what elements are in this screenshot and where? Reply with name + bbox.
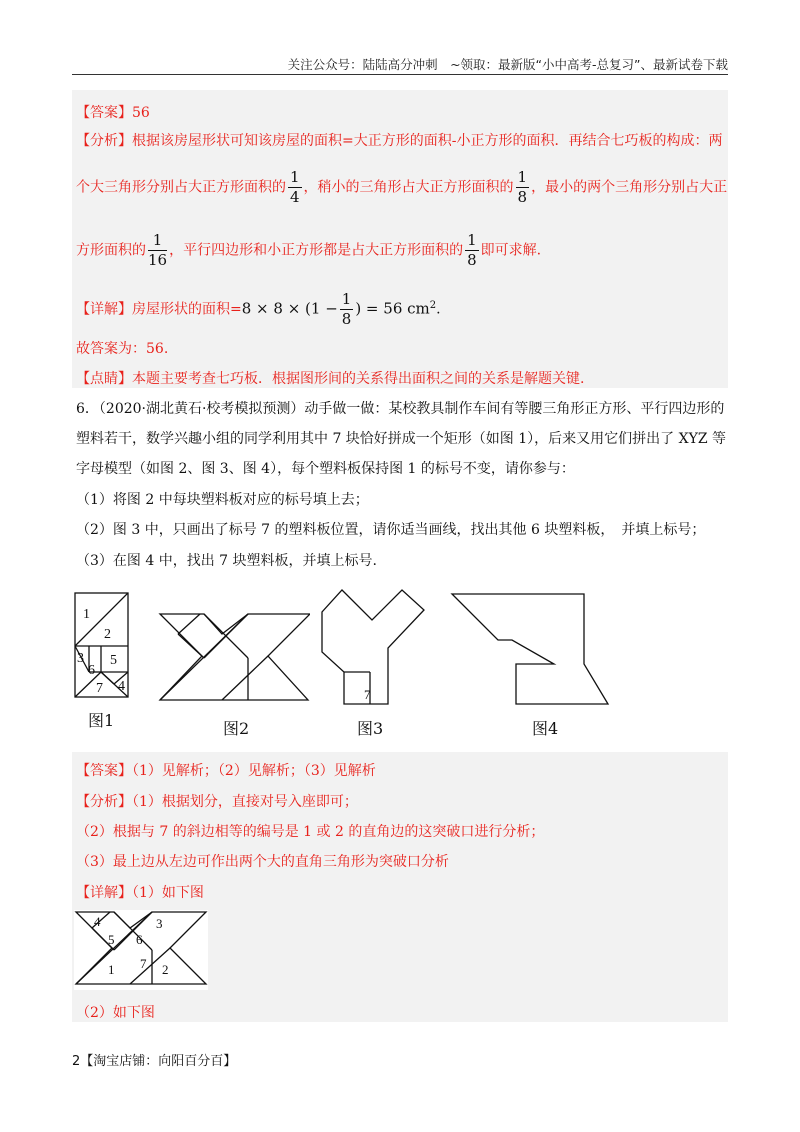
q6-line-1: 6．（2020·湖北黄石·校考模拟预测）动手做一做：某校教具制作车间有等腰三角形正方形、平行四边形的 bbox=[76, 401, 725, 417]
frac-den: 8 bbox=[517, 188, 528, 206]
q5-analysis-line-1 bbox=[76, 130, 722, 150]
analysis-text-3c: 即可求解. bbox=[480, 242, 542, 259]
fraction-one-eighth-2 bbox=[465, 233, 479, 268]
comment-text: 本题主要考查七巧板．根据图形间的关系得出面积之间的关系是解题关键. bbox=[132, 371, 585, 387]
detail-tag: 【详解】 bbox=[76, 301, 132, 318]
figure-1-tangram-rectangle bbox=[74, 592, 130, 702]
detail-number-6: 6 bbox=[136, 932, 143, 947]
q6-analysis-line-2: （2）根据与 7 的斜边相等的编号是 1 或 2 的直角边的这突破口进行分析； bbox=[76, 824, 545, 840]
detail-text: 房屋形状的面积= bbox=[132, 301, 242, 318]
page-number: 2 bbox=[72, 1054, 81, 1069]
detail-number-5: 5 bbox=[108, 932, 115, 947]
fig1-number-1: 1 bbox=[83, 607, 90, 622]
analysis-text-2c: ，最小的两个三角形分别占大正 bbox=[531, 179, 728, 196]
analysis-tag: 【分析】 bbox=[76, 133, 132, 149]
figure-3-letter-y bbox=[318, 588, 428, 706]
q6-part-1: （1）将图 2 中每块塑料板对应的标号填上去； bbox=[76, 492, 369, 508]
page-footer bbox=[72, 1050, 236, 1069]
detail-text-1: （1）如下图 bbox=[132, 885, 204, 901]
figure-4-label: 图4 bbox=[532, 719, 559, 738]
frac-den: 4 bbox=[290, 188, 300, 206]
detail-figure-labeled-x bbox=[74, 910, 208, 990]
frac-den: 8 bbox=[467, 251, 477, 269]
q5-analysis-line-3 bbox=[76, 233, 541, 268]
frac-num: 1 bbox=[341, 290, 352, 308]
q5-answer-line bbox=[76, 102, 150, 122]
analysis-text-2a: 个大三角形分别占大正方形面积的 bbox=[76, 179, 286, 196]
q6-line-3: 字母模型（如图 2、图 3、图 4），每个塑料板保持图 1 的标号不变，请你参与： bbox=[76, 461, 575, 477]
analysis-tag: 【分析】 bbox=[76, 794, 132, 810]
analysis-text-1: （1）根据划分，直接对号入座即可； bbox=[132, 794, 358, 810]
analysis-text-3b: ，平行四边形和小正方形都是占大正方形面积的 bbox=[169, 242, 464, 259]
figure-2-label: 图2 bbox=[223, 719, 250, 738]
analysis-text-2b: ，稍小的三角形占大正方形面积的 bbox=[303, 179, 514, 196]
q5-detail-line bbox=[76, 292, 441, 327]
detail-number-1: 1 bbox=[108, 962, 115, 977]
detail-expression-b: ) = 56 cm bbox=[355, 299, 430, 318]
shop-text: 【淘宝店铺：向阳百分百】 bbox=[80, 1054, 237, 1069]
detail-number-4: 4 bbox=[94, 914, 101, 929]
frac-num: 1 bbox=[290, 168, 300, 186]
fig1-number-7: 7 bbox=[96, 681, 103, 696]
detail-superscript: 2 bbox=[429, 299, 437, 311]
fig1-number-2: 2 bbox=[104, 627, 111, 642]
comment-tag: 【点睛】 bbox=[76, 371, 132, 387]
fig1-number-5: 5 bbox=[110, 653, 117, 668]
figure-2-letter-x bbox=[158, 612, 310, 706]
detail-number-2: 2 bbox=[162, 962, 169, 977]
frac-den: 8 bbox=[341, 310, 352, 328]
fraction-one-eighth-3 bbox=[340, 292, 354, 327]
q6-part-2: （2）图 3 中，只画出了标号 7 的塑料板位置，请你适当画线，找出其他 6 块塑料板， 并填上标号； bbox=[76, 522, 706, 538]
fraction-one-sixteenth bbox=[148, 233, 167, 268]
detail-number-7: 7 bbox=[140, 956, 147, 971]
analysis-text-3a: 方形面积的 bbox=[76, 242, 146, 259]
detail-expression-a: 8 × 8 × (1 − bbox=[241, 299, 338, 318]
q6-analysis-line-1 bbox=[76, 791, 358, 811]
q6-detail-line-2: （2）如下图 bbox=[76, 1005, 155, 1021]
fig3-number-7: 7 bbox=[364, 687, 371, 702]
q6-answer-line bbox=[76, 760, 376, 780]
frac-num: 1 bbox=[148, 233, 167, 251]
figure-1-label: 图1 bbox=[88, 711, 115, 730]
q5-analysis-line-2 bbox=[76, 170, 727, 205]
answer-value: 56 bbox=[132, 105, 150, 121]
detail-number-3: 3 bbox=[156, 916, 163, 931]
fig1-number-3: 3 bbox=[77, 651, 84, 666]
frac-den: 16 bbox=[148, 251, 168, 269]
fig1-number-4: 4 bbox=[118, 679, 125, 694]
header-rule bbox=[72, 74, 728, 75]
q6-detail-line bbox=[76, 882, 204, 902]
detail-end: . bbox=[436, 301, 441, 318]
q6-part-3: （3）在图 4 中，找出 7 块塑料板，并填上标号. bbox=[76, 553, 377, 569]
figure-3-label: 图3 bbox=[357, 719, 384, 738]
q5-conclusion: 故答案为：56. bbox=[76, 341, 169, 357]
answer-tag: 【答案】 bbox=[76, 105, 132, 121]
analysis-text-1: 根据该房屋形状可知该房屋的面积=大正方形的面积-小正方形的面积．再结合七巧板的构成：两 bbox=[132, 133, 723, 149]
q5-comment-line bbox=[76, 368, 584, 388]
page-header: 关注公众号：陆陆高分冲刺 ~领取：最新版“小中高考-总复习”、最新试卷下载 bbox=[287, 57, 728, 72]
q6-analysis-line-3: （3）最上边从左边可作出两个大的直角三角形为突破口分析 bbox=[76, 854, 449, 870]
detail-tag: 【详解】 bbox=[76, 885, 132, 901]
fraction-one-quarter bbox=[288, 170, 302, 205]
fraction-one-eighth bbox=[516, 170, 530, 205]
answer-tag: 【答案】 bbox=[76, 763, 132, 779]
frac-num: 1 bbox=[467, 231, 477, 249]
figure-4-letter-z bbox=[450, 592, 610, 706]
q6-line-2: 塑料若干，数学兴趣小组的同学利用其中 7 块恰好拼成一个矩形（如图 1），后来又用它们拼出了 XYZ 等 bbox=[76, 431, 726, 447]
frac-num: 1 bbox=[517, 168, 528, 186]
answer-text: （1）见解析；（2）见解析；（3）见解析 bbox=[132, 763, 376, 779]
fig1-number-6: 6 bbox=[88, 663, 95, 678]
